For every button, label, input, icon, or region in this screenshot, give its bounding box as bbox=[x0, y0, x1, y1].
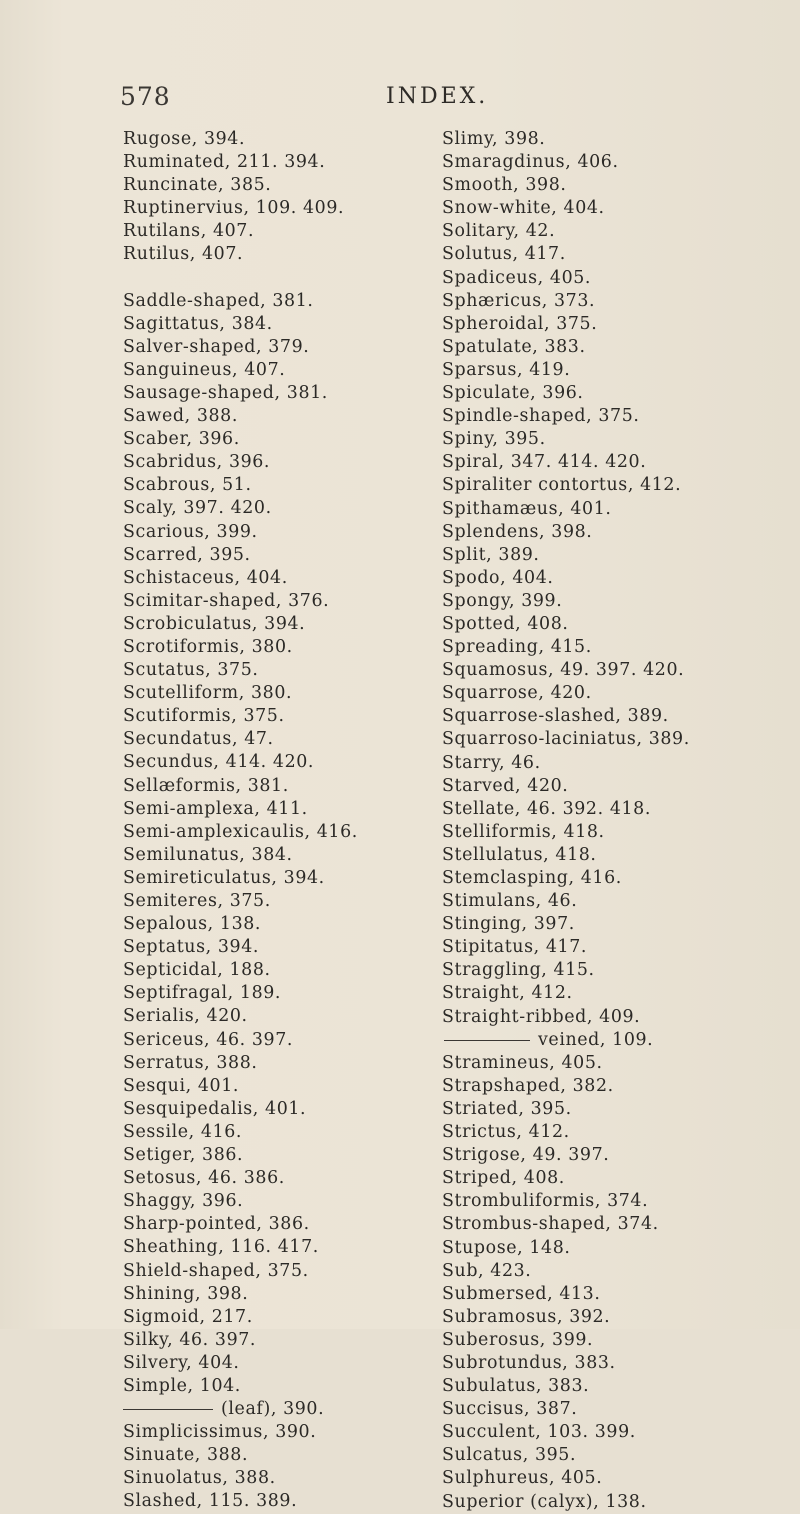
index-entry bbox=[442, 1375, 782, 1398]
index-entry-text: Snow-white, 404. bbox=[442, 198, 605, 219]
index-entry-text: Stupose, 148. bbox=[442, 1237, 571, 1258]
index-column-left bbox=[123, 128, 423, 1514]
index-entry bbox=[442, 659, 782, 682]
index-entry-text: Secundatus, 47. bbox=[123, 729, 274, 750]
index-entry-text: Septicidal, 188. bbox=[123, 960, 271, 981]
index-entry-text: (leaf), 390. bbox=[221, 1399, 325, 1420]
index-entry bbox=[442, 521, 782, 544]
index-entry bbox=[442, 1075, 782, 1098]
index-entry-text: Sheathing, 116. 417. bbox=[123, 1237, 319, 1258]
index-entry-text: Stellate, 46. 392. 418. bbox=[442, 798, 651, 819]
index-entry-text: Silvery, 404. bbox=[123, 1352, 240, 1373]
index-entry bbox=[123, 1398, 423, 1421]
index-entry bbox=[123, 590, 423, 613]
index-entry bbox=[123, 1167, 423, 1190]
index-entry bbox=[442, 590, 782, 613]
index-entry bbox=[123, 197, 423, 220]
index-entry-text: Scarred, 395. bbox=[123, 544, 251, 565]
index-entry bbox=[442, 498, 782, 521]
index-entry bbox=[123, 1121, 423, 1144]
index-entry bbox=[442, 544, 782, 567]
index-entry-text: Straight-ribbed, 409. bbox=[442, 1006, 641, 1027]
index-entry bbox=[442, 1260, 782, 1283]
index-entry bbox=[442, 405, 782, 428]
index-entry bbox=[442, 359, 782, 382]
index-entry bbox=[442, 1467, 782, 1490]
index-entry bbox=[123, 451, 423, 474]
index-entry-text: Succisus, 387. bbox=[442, 1399, 578, 1420]
index-entry bbox=[123, 567, 423, 590]
index-entry bbox=[442, 1098, 782, 1121]
index-entry bbox=[123, 243, 423, 266]
index-entry-text: Squarrose-slashed, 389. bbox=[442, 706, 669, 727]
index-entry bbox=[442, 1167, 782, 1190]
index-entry-text: Stinging, 397. bbox=[442, 914, 575, 935]
index-entry-text: Squamosus, 49. 397. 420. bbox=[442, 660, 685, 681]
index-entry-text: Stelliformis, 418. bbox=[442, 821, 605, 842]
index-entry bbox=[442, 1144, 782, 1167]
index-entry-text: Strombuliformis, 374. bbox=[442, 1191, 649, 1212]
index-entry-text: Setosus, 46. 386. bbox=[123, 1168, 285, 1189]
index-entry bbox=[442, 428, 782, 451]
index-entry-text: Sessile, 416. bbox=[123, 1121, 243, 1142]
index-entry-text: Spindle-shaped, 375. bbox=[442, 406, 640, 427]
index-entry-text: Scaber, 396. bbox=[123, 429, 240, 450]
index-entry-text: Superior (calyx), 138. bbox=[442, 1491, 647, 1512]
index-entry-text: Secundus, 414. 420. bbox=[123, 752, 315, 773]
index-entry bbox=[123, 151, 423, 174]
index-entry-text: Smaragdinus, 406. bbox=[442, 152, 619, 173]
index-entry bbox=[442, 775, 782, 798]
index-entry-text: Spiral, 347. 414. 420. bbox=[442, 452, 647, 473]
index-entry bbox=[123, 359, 423, 382]
index-entry bbox=[123, 844, 423, 867]
index-entry-text: Straggling, 415. bbox=[442, 960, 595, 981]
index-entry bbox=[442, 267, 782, 290]
index-entry bbox=[442, 336, 782, 359]
index-entry-text: Scutelliform, 380. bbox=[123, 683, 293, 704]
index-entry bbox=[123, 1467, 423, 1490]
index-entry-text: Simple, 104. bbox=[123, 1375, 241, 1396]
index-entry-text: Solitary, 42. bbox=[442, 221, 556, 242]
index-entry-text: Sawed, 388. bbox=[123, 406, 238, 427]
index-entry bbox=[123, 936, 423, 959]
ditto-rule bbox=[444, 1040, 530, 1041]
index-entry bbox=[123, 1490, 423, 1513]
index-entry-text: Subramosus, 392. bbox=[442, 1306, 611, 1327]
index-entry-text: Sparsus, 419. bbox=[442, 359, 571, 380]
index-entry bbox=[442, 1444, 782, 1467]
index-entry bbox=[123, 174, 423, 197]
index-entry-text: Semiteres, 375. bbox=[123, 891, 271, 911]
index-entry-text: Striated, 395. bbox=[442, 1098, 572, 1119]
index-entry-text: Spreading, 415. bbox=[442, 637, 592, 658]
index-entry bbox=[442, 1491, 782, 1514]
index-entry bbox=[442, 705, 782, 728]
index-entry-text: Ruptinervius, 109. 409. bbox=[123, 198, 345, 219]
index-entry-text: Starry, 46. bbox=[442, 752, 541, 773]
index-column-right bbox=[442, 128, 782, 1514]
index-entry bbox=[123, 336, 423, 359]
index-entry-text: Septatus, 394. bbox=[123, 937, 259, 958]
index-entry bbox=[442, 1052, 782, 1075]
index-entry-text: Spadiceus, 405. bbox=[442, 267, 592, 288]
index-entry-text: Spheroidal, 375. bbox=[442, 313, 598, 334]
index-entry-text: Setiger, 386. bbox=[123, 1145, 244, 1166]
index-entry-text: Spithamæus, 401. bbox=[442, 498, 612, 519]
index-entry-text: Spiny, 395. bbox=[442, 429, 546, 450]
index-entry bbox=[123, 1029, 423, 1052]
index-entry-text: Slashed, 115. 389. bbox=[123, 1491, 298, 1512]
index-entry bbox=[123, 751, 423, 774]
index-entry bbox=[123, 128, 423, 151]
index-entry-text: Suberosus, 399. bbox=[442, 1329, 594, 1350]
index-entry-text: Simplicissimus, 390. bbox=[123, 1422, 317, 1443]
page-number: 578 bbox=[120, 82, 171, 111]
index-entry-text: Spatulate, 383. bbox=[442, 336, 586, 357]
page-header bbox=[0, 82, 800, 112]
index-entry bbox=[442, 243, 782, 266]
index-entry-text: Scarious, 399. bbox=[123, 521, 258, 542]
index-entry-text: Stipitatus, 417. bbox=[442, 937, 588, 958]
index-entry bbox=[123, 613, 423, 636]
index-entry bbox=[123, 798, 423, 821]
index-entry bbox=[442, 1329, 782, 1352]
index-entry-text: Spongy, 399. bbox=[442, 590, 563, 611]
index-entry bbox=[442, 1421, 782, 1444]
index-entry-text: Salver-shaped, 379. bbox=[123, 336, 310, 357]
index-entry bbox=[123, 544, 423, 567]
index-entry-text: Stramineus, 405. bbox=[442, 1052, 603, 1073]
index-entry-text: Squarroso-laciniatus, 389. bbox=[442, 729, 690, 750]
index-entry-text: Slimy, 398. bbox=[442, 129, 546, 149]
index-entry bbox=[442, 290, 782, 313]
index-entry-text: Sepalous, 138. bbox=[123, 914, 262, 935]
index-entry-text: Semi-amplexicaulis, 416. bbox=[123, 821, 358, 842]
index-entry bbox=[123, 1306, 423, 1329]
index-entry-text: Scutiformis, 375. bbox=[123, 706, 285, 727]
index-entry-text: Scutatus, 375. bbox=[123, 660, 259, 681]
index-entry bbox=[123, 1329, 423, 1352]
index-entry-text: Scabridus, 396. bbox=[123, 452, 271, 473]
index-entry-text: Sesqui, 401. bbox=[123, 1075, 240, 1096]
index-entry bbox=[123, 405, 423, 428]
index-entry-text: Saddle-shaped, 381. bbox=[123, 290, 314, 311]
index-entry-text: Straight, 412. bbox=[442, 983, 573, 1004]
index-entry bbox=[442, 474, 782, 497]
index-entry bbox=[123, 382, 423, 405]
index-entry bbox=[123, 867, 423, 890]
index-entry-text: Stellulatus, 418. bbox=[442, 844, 597, 865]
index-entry bbox=[123, 1005, 423, 1028]
index-entry-text: Sagittatus, 384. bbox=[123, 313, 273, 334]
index-entry bbox=[123, 497, 423, 520]
index-entry-text: Sinuate, 388. bbox=[123, 1445, 249, 1466]
index-entry bbox=[123, 1075, 423, 1098]
index-entry bbox=[123, 1260, 423, 1283]
index-entry bbox=[442, 613, 782, 636]
index-entry bbox=[442, 913, 782, 936]
index-entry-text: Strictus, 412. bbox=[442, 1122, 570, 1143]
index-entry-text: Sanguineus, 407. bbox=[123, 359, 286, 380]
index-entry bbox=[442, 682, 782, 705]
index-entry-text: Rutilans, 407. bbox=[123, 221, 255, 242]
index-entry-text: Subrotundus, 383. bbox=[442, 1352, 616, 1373]
index-entry-text: Sesquipedalis, 401. bbox=[123, 1098, 307, 1119]
index-entry-text: Solutus, 417. bbox=[442, 244, 566, 265]
index-entry bbox=[442, 752, 782, 775]
index-entry bbox=[123, 1144, 423, 1167]
index-entry-text: Stemclasping, 416. bbox=[442, 868, 622, 888]
index-entry bbox=[123, 290, 423, 313]
index-entry bbox=[442, 1283, 782, 1306]
index-entry bbox=[442, 798, 782, 821]
index-entry bbox=[442, 728, 782, 751]
index-entry-text: Serialis, 420. bbox=[123, 1006, 248, 1027]
index-entry bbox=[442, 220, 782, 243]
index-entry-text: Scabrous, 51. bbox=[123, 475, 252, 496]
index-entry bbox=[442, 1398, 782, 1421]
index-entry-text: Sulcatus, 395. bbox=[442, 1445, 577, 1466]
index-entry bbox=[442, 867, 782, 890]
index-entry bbox=[123, 1375, 423, 1398]
index-entry-text: Striped, 408. bbox=[442, 1168, 565, 1189]
index-entry bbox=[123, 521, 423, 544]
index-entry-text: Runcinate, 385. bbox=[123, 175, 272, 196]
index-entry-text: Smooth, 398. bbox=[442, 175, 567, 196]
index-entry bbox=[123, 959, 423, 982]
index-entry-text: Rugose, 394. bbox=[123, 129, 246, 149]
index-entry bbox=[123, 220, 423, 243]
index-entry-text: Semilunatus, 384. bbox=[123, 844, 293, 865]
index-entry-text: Sausage-shaped, 381. bbox=[123, 382, 328, 403]
index-entry bbox=[442, 128, 782, 151]
index-entry-text: Splendens, 398. bbox=[442, 521, 593, 542]
index-entry bbox=[442, 821, 782, 844]
index-entry-text: Shield-shaped, 375. bbox=[123, 1260, 309, 1281]
index-entry-text: Starved, 420. bbox=[442, 775, 569, 796]
index-entry bbox=[123, 1444, 423, 1467]
index-entry bbox=[442, 636, 782, 659]
index-entry bbox=[442, 174, 782, 197]
index-entry bbox=[442, 959, 782, 982]
index-entry bbox=[123, 428, 423, 451]
index-entry bbox=[123, 775, 423, 798]
index-entry bbox=[442, 451, 782, 474]
index-entry bbox=[442, 890, 782, 913]
index-entry-text: Scrotiformis, 380. bbox=[123, 636, 293, 657]
index-entry-text: Submersed, 413. bbox=[442, 1283, 601, 1304]
index-entry-text: Scrobiculatus, 394. bbox=[123, 613, 306, 634]
index-entry bbox=[123, 636, 423, 659]
index-entry-text: Strombus-shaped, 374. bbox=[442, 1214, 659, 1235]
index-entry bbox=[442, 936, 782, 959]
index-entry-text: Ruminated, 211. 394. bbox=[123, 152, 326, 173]
index-entry bbox=[442, 1237, 782, 1260]
index-entry bbox=[123, 890, 423, 913]
running-title: INDEX. bbox=[386, 84, 489, 109]
index-entry-text: Shaggy, 396. bbox=[123, 1191, 244, 1212]
index-entry bbox=[442, 1352, 782, 1375]
index-entry bbox=[442, 1190, 782, 1213]
index-entry bbox=[123, 1190, 423, 1213]
index-entry-text: Sinuolatus, 388. bbox=[123, 1468, 276, 1489]
index-entry-text: Septifragal, 189. bbox=[123, 983, 282, 1004]
index-entry-text: Sub, 423. bbox=[442, 1260, 532, 1281]
index-entry bbox=[123, 1283, 423, 1306]
index-entry bbox=[123, 1236, 423, 1259]
index-entry bbox=[442, 151, 782, 174]
index-entry-text: Sharp-pointed, 386. bbox=[123, 1214, 310, 1235]
index-entry-text: Sulphureus, 405. bbox=[442, 1468, 603, 1489]
index-entry bbox=[442, 844, 782, 867]
index-entry bbox=[123, 659, 423, 682]
index-entry bbox=[123, 1421, 423, 1444]
index-entry-text: Squarrose, 420. bbox=[442, 683, 592, 704]
index-entry bbox=[442, 1121, 782, 1144]
index-entry-text: Sigmoid, 217. bbox=[123, 1306, 253, 1327]
index-entry bbox=[123, 821, 423, 844]
index-entry-text: Spodo, 404. bbox=[442, 567, 554, 588]
index-entry bbox=[123, 913, 423, 936]
index-entry-text: Sericeus, 46. 397. bbox=[123, 1029, 293, 1050]
index-entry bbox=[442, 1213, 782, 1236]
index-entry-text: Rutilus, 407. bbox=[123, 244, 244, 265]
index-entry bbox=[442, 1006, 782, 1029]
index-entry-text: Subulatus, 383. bbox=[442, 1376, 590, 1397]
index-entry bbox=[442, 382, 782, 405]
index-entry-text: Spotted, 408. bbox=[442, 613, 569, 634]
index-entry bbox=[123, 705, 423, 728]
index-entry bbox=[123, 728, 423, 751]
index-entry-text: Semireticulatus, 394. bbox=[123, 867, 325, 888]
index-entry-text: Split, 389. bbox=[442, 544, 540, 565]
index-entry bbox=[123, 1213, 423, 1236]
index-entry bbox=[123, 982, 423, 1005]
index-entry-text: Semi-amplexa, 411. bbox=[123, 798, 308, 819]
index-entry-text: Scaly, 397. 420. bbox=[123, 498, 272, 519]
index-entry-text: Stimulans, 46. bbox=[442, 891, 578, 912]
index-entry-text: Sphæricus, 373. bbox=[442, 290, 596, 311]
index-entry bbox=[123, 1098, 423, 1121]
index-entry-text: Spiraliter contortus, 412. bbox=[442, 475, 682, 496]
index-entry-text: Spiculate, 396. bbox=[442, 383, 584, 404]
index-entry-text: Serratus, 388. bbox=[123, 1052, 258, 1073]
index-entry-text: Schistaceus, 404. bbox=[123, 567, 288, 588]
index-entry-text: Shining, 398. bbox=[123, 1283, 249, 1304]
index-entry-text: Strapshaped, 382. bbox=[442, 1075, 614, 1096]
index-entry bbox=[123, 313, 423, 336]
index-entry bbox=[123, 1352, 423, 1375]
index-entry bbox=[442, 982, 782, 1005]
index-entry-text: Silky, 46. 397. bbox=[123, 1329, 257, 1350]
index-entry bbox=[442, 567, 782, 590]
index-entry bbox=[123, 682, 423, 705]
ditto-rule bbox=[123, 1409, 213, 1410]
index-entry-text: Strigose, 49. 397. bbox=[442, 1145, 610, 1166]
index-entry-text: Scimitar-shaped, 376. bbox=[123, 590, 330, 611]
index-entry-text: Succulent, 103. 399. bbox=[442, 1422, 636, 1443]
index-entry bbox=[442, 313, 782, 336]
index-entry bbox=[123, 474, 423, 497]
index-entry-text: Sellæformis, 381. bbox=[123, 775, 289, 796]
index-entry bbox=[442, 1306, 782, 1329]
index-entry bbox=[442, 1029, 782, 1052]
index-entry bbox=[123, 1052, 423, 1075]
index-entry-text: veined, 109. bbox=[538, 1029, 654, 1050]
index-entry bbox=[442, 197, 782, 220]
